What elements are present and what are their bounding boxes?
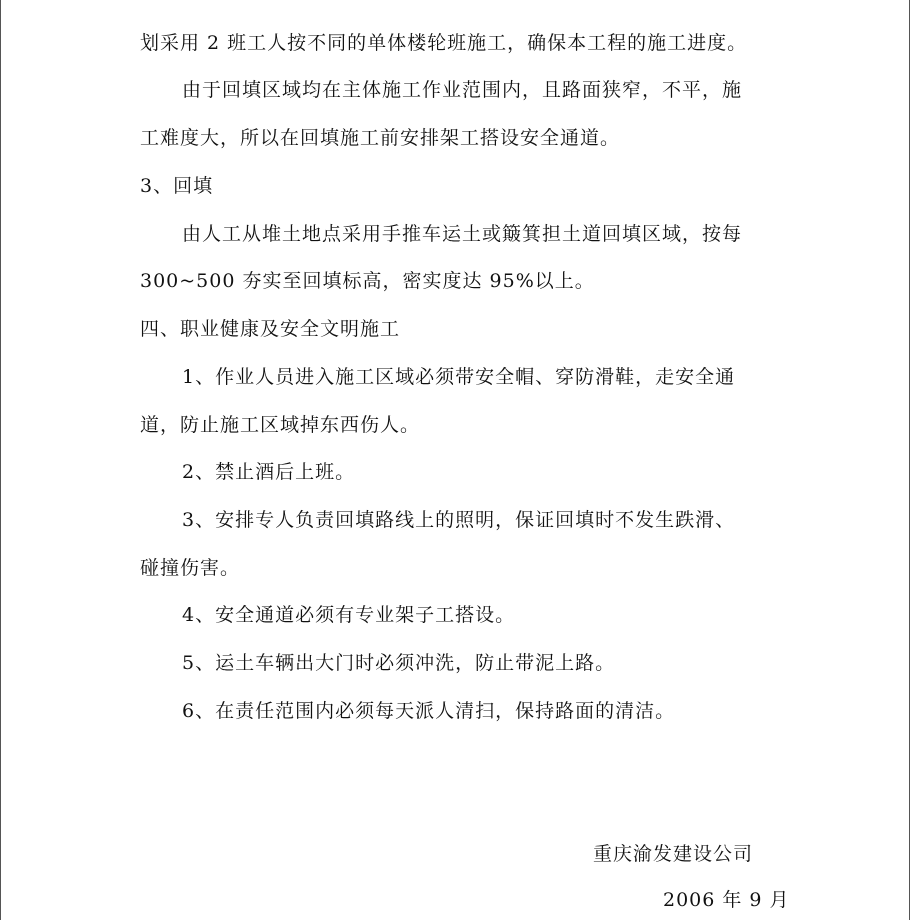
- list-item: 1、作业人员进入施工区域必须带安全帽、穿防滑鞋，走安全通: [182, 366, 736, 388]
- section-heading: 四、职业健康及安全文明施工: [140, 318, 401, 340]
- paragraph-line: 工难度大，所以在回填施工前安排架工搭设安全通道。: [140, 127, 621, 149]
- list-item-continuation: 碰撞伤害。: [140, 557, 241, 579]
- list-item: 5、运土车辆出大门时必须冲洗，防止带泥上路。: [182, 652, 616, 674]
- list-item: 3、安排专人负责回填路线上的照明，保证回填时不发生跌滑、: [182, 509, 736, 531]
- section-heading: 3、回填: [140, 175, 214, 197]
- paragraph-line: 300~500 夯实至回填标高，密实度达 95%以上。: [140, 270, 595, 292]
- paragraph-line: 由人工从堆土地点采用手推车运土或簸箕担土道回填区域，按每: [182, 223, 743, 245]
- paragraph-line: 由于回填区域均在主体施工作业范围内，且路面狭窄，不平，施: [182, 79, 743, 101]
- list-item-continuation: 道，防止施工区域掉东西伤人。: [140, 414, 421, 436]
- paragraph-line: 划采用 2 班工人按不同的单体楼轮班施工，确保本工程的施工进度。: [140, 32, 748, 54]
- list-item: 2、禁止酒后上班。: [182, 461, 356, 483]
- company-signature: 重庆渝发建设公司: [593, 843, 754, 865]
- signature-date: 2006 年 9 月: [663, 889, 790, 911]
- list-item: 4、安全通道必须有专业架子工搭设。: [182, 604, 516, 626]
- list-item: 6、在责任范围内必须每天派人清扫，保持路面的清洁。: [182, 700, 676, 722]
